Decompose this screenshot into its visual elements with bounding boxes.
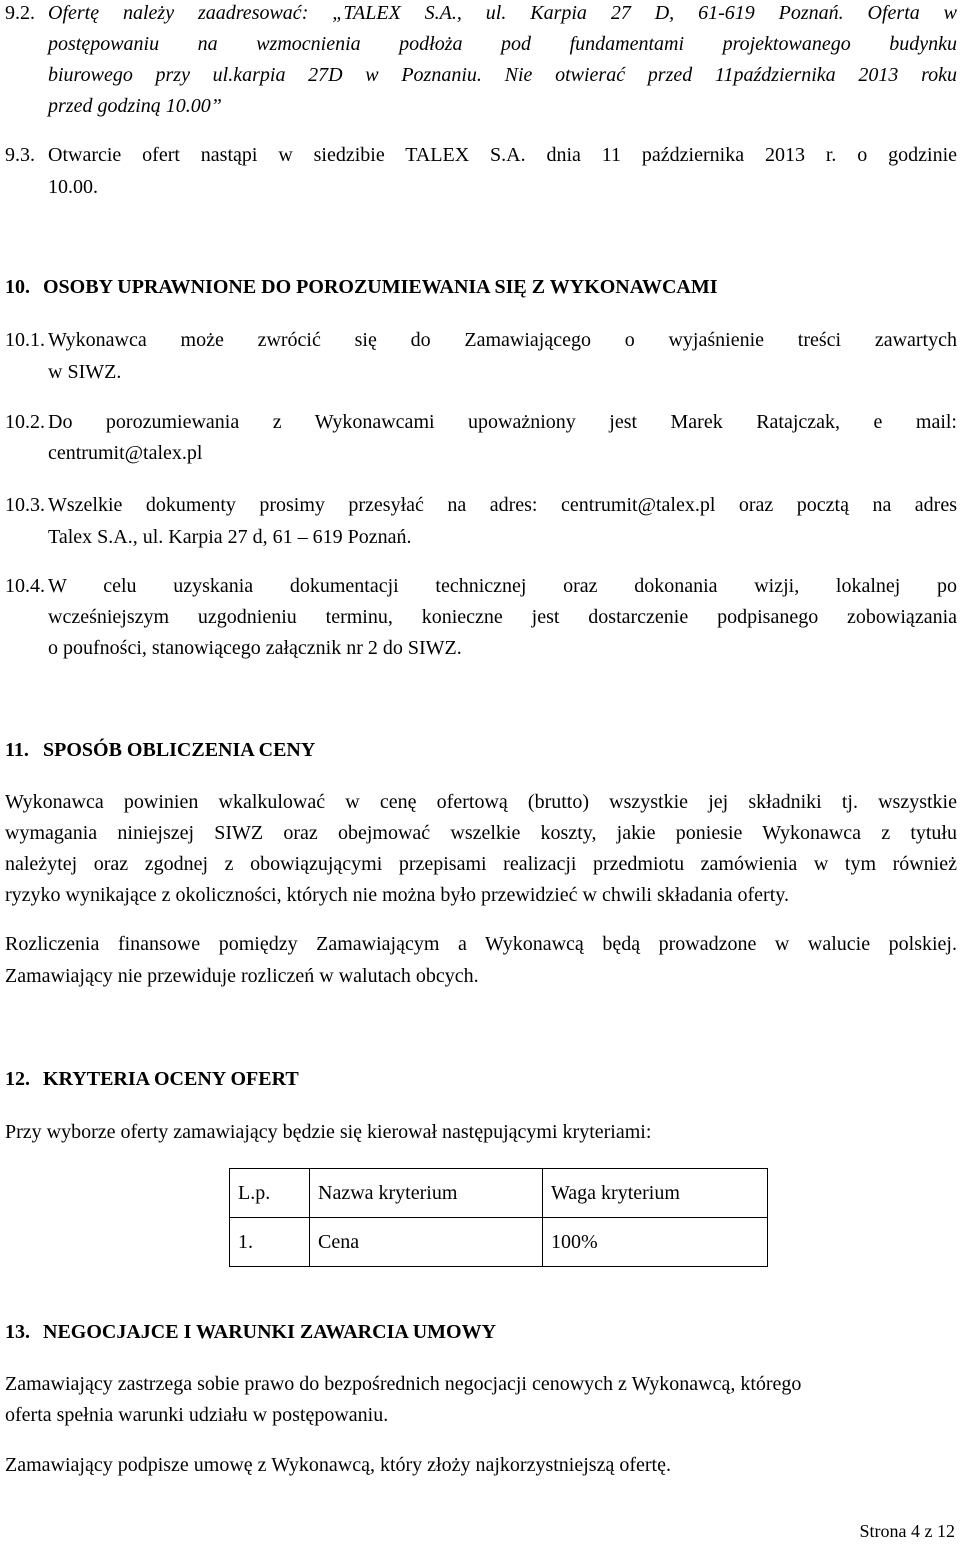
item-text-line: Wszelkie dokumenty prosimy przesyłać na adres: centrumit@talex.pl oraz pocztą na adres [48,494,957,516]
section-9-2 [5,0,957,29]
paragraph-line: Zamawiający podpisze umowę z Wykonawcą, który złoży najkorzystniejszą ofertę. [5,1454,671,1476]
table-header-cell: Waga kryterium [543,1169,768,1218]
item-text-line: przed godziną 10.00” [48,95,222,117]
section-11-heading [5,735,957,766]
paragraph-line: Wykonawca powinien wkalkulować w cenę ofertową (brutto) wszystkie jej składniki tj. wszystkie [5,791,957,813]
section-12-heading [5,1064,957,1095]
section-9-3 [5,140,957,171]
item-text-line: w SIWZ. [48,361,122,383]
heading-number: 11. [5,739,29,761]
paragraph-line: Rozliczenia finansowe pomiędzy Zamawiającym a Wykonawcą będą prowadzone w walucie polskiej. [5,933,957,955]
item-text-line: Wykonawca może zwrócić się do Zamawiającego o wyjaśnienie treści zawartych [48,329,957,351]
item-number: 9.3. [5,144,35,166]
table-cell: Cena [310,1218,543,1267]
item-text-line: Talex S.A., ul. Karpia 27 d, 61 – 619 Poznań. [48,526,412,548]
item-text-line: wcześniejszym uzgodnieniu terminu, konieczne jest dostarczenie podpisanego zobowiązania [48,606,957,628]
heading-text: NEGOCJAJCE I WARUNKI ZAWARCIA UMOWY [43,1321,497,1343]
table-header-cell: Nazwa kryterium [310,1169,543,1218]
heading-number: 13. [5,1321,30,1343]
item-number: 10.3. [5,494,45,516]
heading-text: SPOSÓB OBLICZENIA CENY [43,739,316,761]
table-header-cell: L.p. [230,1169,310,1218]
item-text-line: postępowaniu na wzmocnienia podłoża pod fundamentami projektowanego budynku [48,33,957,55]
table-header-row [230,1169,768,1218]
paragraph-line: ryzyko wynikające z okoliczności, których nie można było przewidzieć w chwili składania oferty. [5,884,789,906]
table-row [230,1218,768,1267]
item-text-line: W celu uzyskania dokumentacji technicznej oraz dokonania wizji, lokalnej po [48,575,957,597]
table-cell: 1. [230,1218,310,1267]
paragraph-line: oferta spełnia warunki udziału w postępowaniu. [5,1404,389,1426]
paragraph-line: wymagania niniejszej SIWZ oraz obejmować wszelkie koszty, jakie poniesie Wykonawca z tytułu [5,822,957,844]
paragraph-line: Zamawiający zastrzega sobie prawo do bezpośrednich negocjacji cenowych z Wykonawcą, którego [5,1373,802,1395]
heading-text: KRYTERIA OCENY OFERT [43,1068,299,1090]
section-10-1 [5,325,957,356]
section-10-2 [5,407,957,438]
section-13-heading [5,1317,957,1348]
item-number: 10.2. [5,411,45,433]
paragraph-line: Przy wyborze oferty zamawiający będzie się kierował następującymi kryteriami: [5,1121,652,1143]
item-text-line: o poufności, stanowiącego załącznik nr 2 do SIWZ. [48,637,462,659]
heading-number: 12. [5,1068,30,1090]
item-text-line: Ofertę należy zaadresować: „TALEX S.A., ul. Karpia 27 D, 61-619 Poznań. Oferta w [48,2,957,24]
item-text-line: 10.00. [48,176,98,198]
item-number: 9.2. [5,2,35,24]
item-number: 10.4. [5,575,45,597]
section-10-heading [5,272,957,303]
heading-number: 10. [5,276,30,298]
criteria-table [229,1168,768,1267]
page-number: Strona 4 z 12 [859,1521,955,1541]
section-10-4 [5,571,957,602]
heading-text: OSOBY UPRAWNIONE DO POROZUMIEWANIA SIĘ Z WYKONAWCAMI [43,276,718,298]
item-text-line: biurowego przy ul.karpia 27D w Poznaniu. Nie otwierać przed 11października 2013 roku [48,64,957,86]
table-cell: 100% [543,1218,768,1267]
section-10-3 [5,490,957,521]
item-text-line: Otwarcie ofert nastąpi w siedzibie TALEX S.A. dnia 11 października 2013 r. o godzinie [48,144,957,166]
paragraph-line: należytej oraz zgodnej z obowiązującymi przepisami realizacji przedmiotu zamówienia w tym również [5,853,957,875]
item-text-line: Do porozumiewania z Wykonawcami upoważniony jest Marek Ratajczak, e mail: [48,411,957,433]
item-number: 10.1. [5,329,45,351]
item-text-line: centrumit@talex.pl [48,442,203,464]
paragraph-line: Zamawiający nie przewiduje rozliczeń w walutach obcych. [5,965,479,987]
